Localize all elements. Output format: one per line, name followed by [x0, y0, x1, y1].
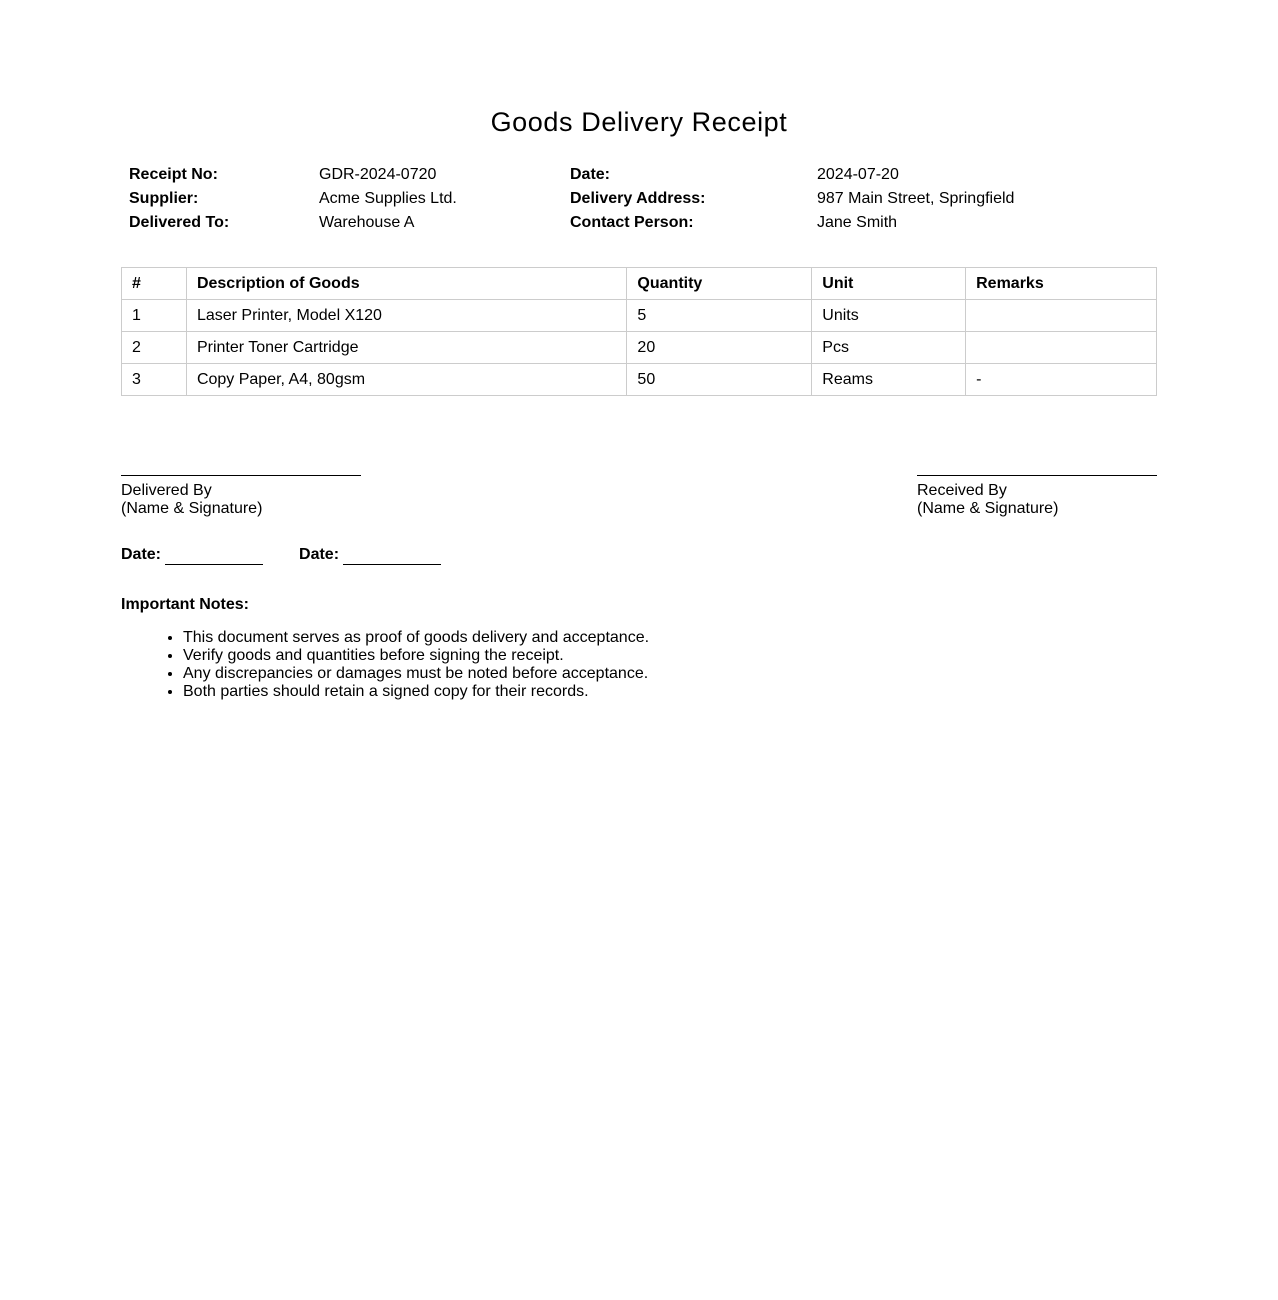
receipt-no-value: GDR-2024-0720 [319, 166, 437, 183]
date-blank-line [165, 547, 263, 565]
date-label: Date: [570, 166, 611, 183]
list-item: • Both parties should retain a signed copy for their records. [183, 683, 649, 701]
date-field-label: Date: [299, 546, 340, 563]
cell-unit: Pcs [812, 332, 966, 364]
cell-quantity: 50 [627, 364, 812, 396]
receipt-no-label: Receipt No: [129, 166, 218, 183]
cell-quantity: 5 [627, 300, 812, 332]
cell-description: Copy Paper, A4, 80gsm [186, 364, 626, 396]
signature-line [917, 475, 1157, 482]
list-item: • This document serves as proof of goods delivery and acceptance. [183, 629, 649, 647]
received-date-field [299, 545, 441, 565]
signature-line [121, 475, 361, 482]
info-row [129, 211, 1117, 235]
delivered-by-signature [121, 475, 361, 518]
delivered-by-label: Delivered By [121, 482, 212, 499]
delivery-address-label: Delivery Address: [570, 190, 706, 207]
cell-unit: Reams [812, 364, 966, 396]
table-row [122, 332, 1157, 364]
received-by-signature [917, 475, 1157, 518]
delivery-address-value: 987 Main Street, Springfield [817, 190, 1015, 207]
supplier-label: Supplier: [129, 190, 199, 207]
cell-remarks [966, 300, 1157, 332]
signature-sub-label: (Name & Signature) [121, 500, 263, 517]
cell-number: 1 [122, 300, 187, 332]
date-blank-line [343, 547, 441, 565]
receipt-info [129, 163, 1117, 235]
goods-table [121, 267, 1157, 396]
header-unit: Unit [812, 268, 966, 300]
cell-quantity: 20 [627, 332, 812, 364]
notes-heading: Important Notes: [121, 596, 249, 613]
table-row [122, 364, 1157, 396]
cell-description: Laser Printer, Model X120 [186, 300, 626, 332]
received-by-label: Received By [917, 482, 1007, 499]
header-quantity: Quantity [627, 268, 812, 300]
header-number: # [122, 268, 187, 300]
cell-remarks [966, 332, 1157, 364]
cell-remarks: - [966, 364, 1157, 396]
contact-person-value: Jane Smith [817, 214, 898, 231]
delivered-date-field [121, 545, 263, 565]
contact-person-label: Contact Person: [570, 214, 694, 231]
table-header-row [122, 268, 1157, 300]
header-remarks: Remarks [966, 268, 1157, 300]
page-title: Goods Delivery Receipt [490, 107, 788, 137]
info-row [129, 163, 1117, 187]
table-row [122, 300, 1157, 332]
date-fields [121, 545, 477, 565]
date-value: 2024-07-20 [817, 166, 899, 183]
cell-number: 3 [122, 364, 187, 396]
date-field-label: Date: [121, 546, 162, 563]
cell-unit: Units [812, 300, 966, 332]
delivered-to-value: Warehouse A [319, 214, 415, 231]
supplier-value: Acme Supplies Ltd. [319, 190, 457, 207]
header-description: Description of Goods [186, 268, 626, 300]
delivered-to-label: Delivered To: [129, 214, 230, 231]
cell-number: 2 [122, 332, 187, 364]
signature-sub-label: (Name & Signature) [917, 500, 1059, 517]
notes-list [121, 629, 649, 701]
info-row [129, 187, 1117, 211]
list-item: • Verify goods and quantities before signing the receipt. [183, 647, 649, 665]
list-item: • Any discrepancies or damages must be noted before acceptance. [183, 665, 649, 683]
cell-description: Printer Toner Cartridge [186, 332, 626, 364]
